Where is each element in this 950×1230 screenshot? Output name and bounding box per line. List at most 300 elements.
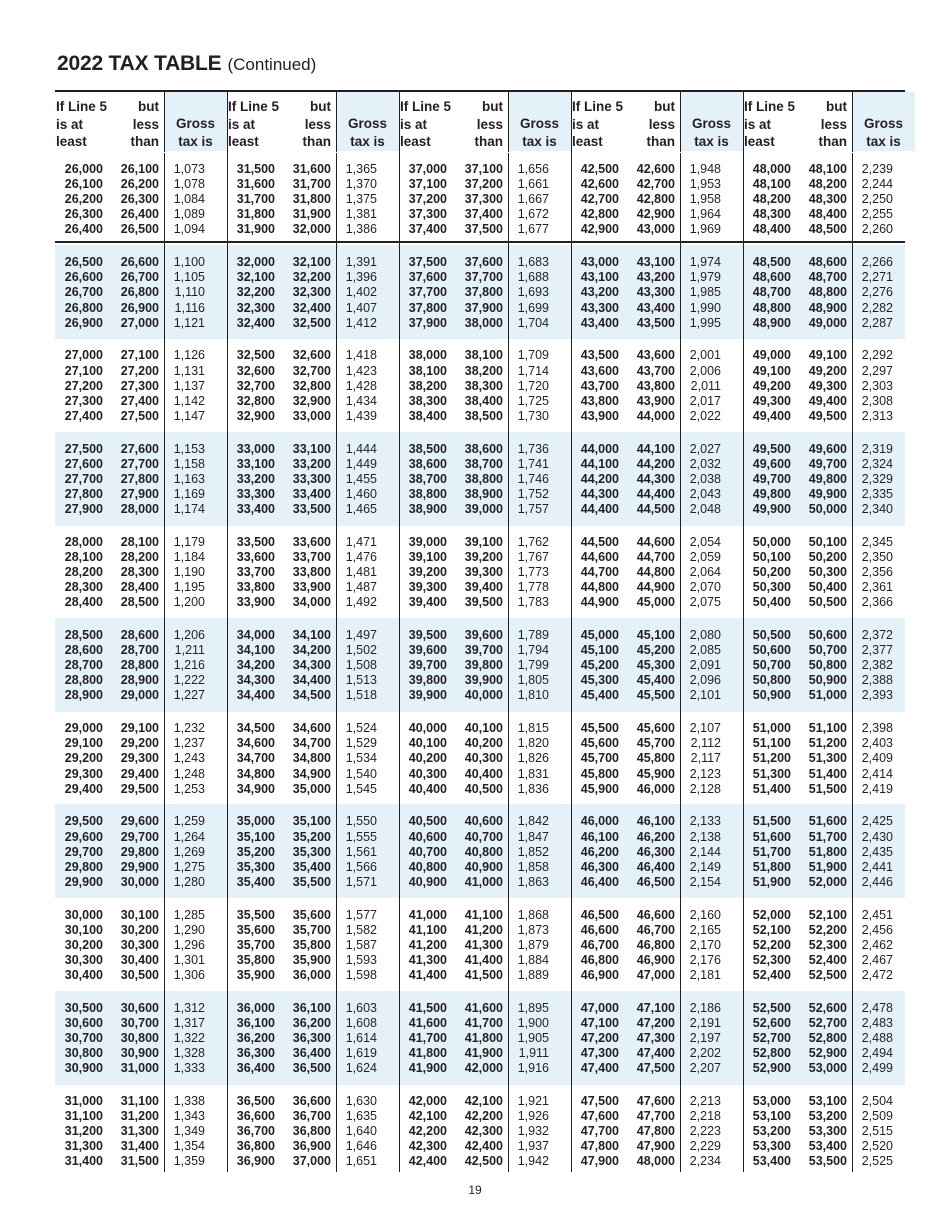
at-least-value: 50,200 — [752, 565, 791, 579]
at-least-value: 52,500 — [752, 1000, 791, 1015]
less-than-value: 45,600 — [636, 721, 675, 736]
less-than-value: 44,200 — [636, 456, 675, 471]
less-than-value: 28,500 — [120, 595, 159, 610]
gross-tax-value: 2,366 — [861, 595, 893, 610]
at-least-value: 27,600 — [64, 456, 103, 471]
less-than-value: 34,000 — [292, 595, 331, 610]
less-than-value: 29,600 — [120, 814, 159, 829]
gross-tax-value: 1,911 — [518, 1046, 549, 1061]
less-than-value: 50,000 — [808, 502, 847, 516]
less-than-value: 44,900 — [636, 580, 675, 595]
at-least-value: 48,100 — [752, 177, 791, 192]
less-than-value: 33,100 — [292, 441, 331, 456]
at-least-value: 37,400 — [408, 222, 447, 237]
gross-tax-value: 2,282 — [861, 300, 893, 315]
less-than-value: 48,000 — [636, 1154, 675, 1169]
at-least-value: 26,600 — [64, 270, 103, 285]
gross-tax-value: 1,407 — [345, 300, 377, 315]
at-least-value: 46,400 — [580, 874, 619, 889]
gross-tax-value: 1,736 — [517, 441, 549, 456]
at-least-value: 51,400 — [752, 781, 791, 796]
at-least-value: 29,800 — [64, 859, 103, 874]
at-least-value: 30,500 — [64, 1000, 103, 1015]
at-least-value: 48,200 — [752, 192, 791, 207]
gross-tax-value: 1,153 — [173, 441, 205, 456]
less-than-value: 50,300 — [808, 565, 847, 579]
less-than-value: 30,400 — [120, 952, 159, 967]
at-least-value: 29,500 — [64, 814, 103, 829]
less-than-value: 52,800 — [808, 1031, 847, 1045]
less-than-value: 40,700 — [464, 829, 503, 844]
gross-tax-value: 2,176 — [689, 952, 721, 967]
at-least-value: 53,000 — [752, 1094, 791, 1108]
gross-tax-value: 2,075 — [689, 595, 721, 610]
gross-tax-value: 1,370 — [345, 177, 377, 192]
gross-tax-value: 2,414 — [861, 766, 893, 781]
at-least-value: 37,100 — [408, 177, 447, 192]
gross-tax-value: 1,709 — [517, 348, 549, 363]
at-least-value: 27,700 — [64, 471, 103, 486]
at-least-value: 51,300 — [752, 766, 791, 781]
less-than-value: 49,200 — [808, 363, 847, 378]
gross-tax-value: 1,100 — [173, 255, 205, 270]
gross-tax-value: 1,163 — [173, 471, 205, 486]
at-least-value: 34,100 — [236, 643, 275, 658]
less-than-value: 36,800 — [292, 1124, 331, 1139]
less-than-value: 38,600 — [464, 441, 503, 456]
less-than-value: 47,800 — [636, 1124, 675, 1139]
at-least-value: 52,100 — [752, 922, 791, 937]
at-least-value: 51,900 — [752, 874, 791, 889]
at-least-value: 51,700 — [752, 844, 791, 859]
at-least-value: 53,400 — [752, 1154, 791, 1169]
at-least-value: 33,200 — [236, 471, 275, 486]
gross-tax-value: 1,529 — [345, 736, 377, 751]
gross-tax-value: 2,393 — [861, 688, 893, 703]
at-least-value: 45,200 — [580, 658, 619, 673]
at-least-value: 29,000 — [64, 721, 103, 736]
less-than-value: 45,700 — [636, 736, 675, 751]
less-than-value: 26,600 — [120, 255, 159, 270]
gross-tax-value: 2,446 — [861, 874, 893, 889]
less-than-value: 32,800 — [292, 378, 331, 393]
less-than-value: 27,200 — [120, 363, 159, 378]
at-least-value: 32,800 — [236, 393, 275, 408]
less-than-value: 40,100 — [464, 721, 503, 736]
gross-tax-value: 2,112 — [690, 736, 721, 751]
gross-tax-value: 1,577 — [345, 907, 377, 922]
at-least-value: 46,000 — [580, 814, 619, 829]
at-least-value: 43,800 — [580, 393, 619, 408]
less-than-value: 42,700 — [636, 177, 675, 192]
gross-tax-value: 1,116 — [174, 300, 205, 315]
at-least-value: 40,300 — [408, 766, 447, 781]
gross-tax-value: 2,234 — [689, 1154, 721, 1169]
at-least-value: 44,200 — [580, 471, 619, 486]
gross-tax-value: 1,667 — [517, 192, 549, 207]
at-least-value: 48,800 — [752, 300, 791, 315]
at-least-value: 41,800 — [408, 1046, 447, 1061]
gross-tax-value: 1,206 — [173, 628, 205, 642]
at-least-value: 32,900 — [236, 408, 275, 423]
gross-tax-value: 1,084 — [173, 192, 205, 207]
at-least-value: 36,200 — [236, 1031, 275, 1045]
at-least-value: 34,200 — [236, 658, 275, 673]
at-least-value: 36,800 — [236, 1139, 275, 1154]
gross-tax-value: 2,123 — [689, 766, 721, 781]
less-than-value: 38,100 — [464, 348, 503, 363]
gross-tax-value: 2,154 — [689, 874, 721, 889]
gross-tax-value: 1,545 — [345, 781, 377, 796]
header-gross-tax: Gross tax is — [347, 116, 388, 149]
less-than-value: 35,400 — [292, 859, 331, 874]
at-least-value: 36,400 — [236, 1061, 275, 1076]
at-least-value: 43,300 — [580, 300, 619, 315]
at-least-value: 49,500 — [752, 441, 791, 456]
gross-tax-value: 1,094 — [173, 222, 205, 237]
less-than-value: 37,400 — [464, 207, 503, 222]
at-least-value: 33,800 — [236, 580, 275, 595]
at-least-value: 39,200 — [408, 565, 447, 579]
at-least-value: 38,300 — [408, 393, 447, 408]
less-than-value: 39,200 — [464, 549, 503, 564]
gross-tax-value: 1,842 — [517, 814, 549, 829]
gross-tax-value: 1,582 — [345, 922, 377, 937]
gross-tax-value: 1,259 — [173, 814, 205, 829]
header-divider — [852, 92, 853, 152]
less-than-value: 32,000 — [292, 222, 331, 237]
header-if-line-at-least: If Line 5 is at least — [56, 99, 108, 149]
less-than-value: 36,700 — [292, 1109, 331, 1124]
at-least-value: 51,000 — [752, 721, 791, 736]
gross-tax-value: 1,619 — [345, 1046, 377, 1061]
less-than-value: 27,000 — [120, 315, 159, 330]
less-than-value: 27,700 — [120, 456, 159, 471]
gross-tax-value: 1,767 — [517, 549, 549, 564]
less-than-value: 45,500 — [636, 688, 675, 703]
header-divider — [164, 92, 165, 152]
at-least-value: 35,500 — [236, 907, 275, 922]
gross-tax-value: 1,275 — [173, 859, 205, 874]
gross-tax-value: 1,296 — [173, 937, 205, 952]
gross-tax-value: 1,900 — [517, 1015, 549, 1030]
less-than-value: 37,000 — [292, 1154, 331, 1169]
at-least-value: 50,500 — [752, 628, 791, 642]
less-than-value: 28,000 — [120, 502, 159, 516]
gross-tax-value: 2,499 — [861, 1061, 893, 1076]
at-least-value: 33,600 — [236, 549, 275, 564]
gross-tax-value: 2,255 — [861, 207, 893, 222]
gross-tax-value: 1,608 — [345, 1015, 377, 1030]
gross-tax-value: 2,165 — [689, 922, 721, 937]
at-least-value: 29,600 — [64, 829, 103, 844]
less-than-value: 29,700 — [120, 829, 159, 844]
less-than-value: 45,300 — [636, 658, 675, 673]
less-than-value: 37,300 — [464, 192, 503, 207]
at-least-value: 41,600 — [408, 1015, 447, 1030]
less-than-value: 50,600 — [808, 628, 847, 642]
less-than-value: 43,700 — [636, 363, 675, 378]
at-least-value: 28,200 — [64, 565, 103, 579]
at-least-value: 40,100 — [408, 736, 447, 751]
at-least-value: 41,900 — [408, 1061, 447, 1076]
less-than-value: 35,100 — [292, 814, 331, 829]
at-least-value: 27,400 — [64, 408, 103, 423]
at-least-value: 33,700 — [236, 565, 275, 579]
at-least-value: 39,300 — [408, 580, 447, 595]
gross-tax-value: 2,509 — [861, 1109, 893, 1124]
at-least-value: 35,800 — [236, 952, 275, 967]
at-least-value: 38,600 — [408, 456, 447, 471]
gross-tax-value: 1,746 — [517, 471, 549, 486]
less-than-value: 37,800 — [464, 285, 503, 300]
at-least-value: 37,900 — [408, 315, 447, 330]
page-number: 19 — [468, 1183, 482, 1197]
header-bottom-rule — [55, 241, 905, 243]
less-than-value: 45,800 — [636, 751, 675, 766]
at-least-value: 50,700 — [752, 658, 791, 673]
gross-tax-value: 1,651 — [345, 1154, 377, 1169]
less-than-value: 41,400 — [464, 952, 503, 967]
less-than-value: 38,200 — [464, 363, 503, 378]
less-than-value: 34,900 — [292, 766, 331, 781]
gross-tax-value: 1,312 — [173, 1000, 205, 1015]
gross-tax-value: 1,587 — [345, 937, 377, 952]
less-than-value: 36,300 — [292, 1031, 331, 1045]
at-least-value: 47,200 — [580, 1031, 619, 1045]
at-least-value: 48,400 — [752, 222, 791, 237]
less-than-value: 43,300 — [636, 285, 675, 300]
at-least-value: 26,900 — [64, 315, 103, 330]
gross-tax-value: 1,799 — [517, 658, 549, 673]
gross-tax-value: 1,958 — [689, 192, 721, 207]
gross-tax-value: 1,868 — [517, 907, 549, 922]
less-than-value: 43,500 — [636, 315, 675, 330]
at-least-value: 42,600 — [580, 177, 619, 192]
less-than-value: 42,500 — [464, 1154, 503, 1169]
at-least-value: 37,600 — [408, 270, 447, 285]
less-than-value: 49,900 — [808, 486, 847, 501]
less-than-value: 31,500 — [120, 1154, 159, 1169]
at-least-value: 35,100 — [236, 829, 275, 844]
less-than-value: 28,300 — [120, 565, 159, 579]
less-than-value: 42,600 — [636, 162, 675, 176]
less-than-value: 48,400 — [808, 207, 847, 222]
less-than-value: 41,100 — [464, 907, 503, 922]
gross-tax-value: 1,953 — [689, 177, 721, 192]
less-than-value: 46,400 — [636, 859, 675, 874]
at-least-value: 43,200 — [580, 285, 619, 300]
at-least-value: 37,300 — [408, 207, 447, 222]
less-than-value: 41,900 — [464, 1046, 503, 1061]
gross-tax-value: 2,149 — [689, 859, 721, 874]
gross-tax-value: 2,064 — [689, 565, 721, 579]
gross-tax-value: 1,110 — [174, 285, 205, 300]
at-least-value: 33,000 — [236, 441, 275, 456]
gross-tax-value: 1,126 — [173, 348, 205, 363]
less-than-value: 40,800 — [464, 844, 503, 859]
header-if-line-at-least: If Line 5 is at least — [228, 99, 280, 149]
less-than-value: 52,500 — [808, 968, 847, 982]
at-least-value: 29,400 — [64, 781, 103, 796]
less-than-value: 31,800 — [292, 192, 331, 207]
less-than-value: 50,800 — [808, 658, 847, 673]
gross-tax-value: 1,598 — [345, 968, 377, 982]
less-than-value: 32,600 — [292, 348, 331, 363]
less-than-value: 39,300 — [464, 565, 503, 579]
at-least-value: 45,300 — [580, 673, 619, 688]
gross-tax-value: 1,969 — [689, 222, 721, 237]
gross-tax-value: 1,762 — [517, 534, 549, 549]
gross-tax-value: 1,301 — [173, 952, 205, 967]
less-than-value: 43,100 — [636, 255, 675, 270]
less-than-value: 49,400 — [808, 393, 847, 408]
gross-tax-value: 1,852 — [517, 844, 549, 859]
at-least-value: 33,400 — [236, 502, 275, 516]
gross-tax-value: 2,319 — [861, 441, 893, 456]
less-than-value: 26,100 — [120, 162, 159, 176]
gross-tax-value: 1,895 — [517, 1000, 549, 1015]
at-least-value: 44,700 — [580, 565, 619, 579]
at-least-value: 30,000 — [64, 907, 103, 922]
gross-tax-value: 1,195 — [173, 580, 205, 595]
gross-tax-value: 2,441 — [861, 859, 893, 874]
at-least-value: 31,200 — [64, 1124, 103, 1139]
at-least-value: 31,100 — [64, 1109, 103, 1124]
at-least-value: 39,800 — [408, 673, 447, 688]
at-least-value: 35,900 — [236, 968, 275, 982]
less-than-value: 53,100 — [808, 1094, 847, 1108]
less-than-value: 32,300 — [292, 285, 331, 300]
gross-tax-value: 2,202 — [689, 1046, 721, 1061]
gross-tax-value: 1,916 — [517, 1061, 549, 1076]
at-least-value: 29,700 — [64, 844, 103, 859]
gross-tax-value: 2,059 — [689, 549, 721, 564]
gross-tax-value: 1,884 — [517, 952, 549, 967]
at-least-value: 44,800 — [580, 580, 619, 595]
less-than-value: 47,500 — [636, 1061, 675, 1076]
at-least-value: 40,900 — [408, 874, 447, 889]
at-least-value: 52,600 — [752, 1015, 791, 1030]
less-than-value: 32,700 — [292, 363, 331, 378]
at-least-value: 49,700 — [752, 471, 791, 486]
gross-tax-value: 1,948 — [689, 162, 721, 176]
at-least-value: 39,400 — [408, 595, 447, 610]
gross-tax-value: 1,147 — [173, 408, 205, 423]
gross-tax-value: 1,714 — [517, 363, 549, 378]
gross-tax-value: 2,085 — [689, 643, 721, 658]
gross-tax-value: 1,365 — [345, 162, 377, 176]
less-than-value: 35,600 — [292, 907, 331, 922]
at-least-value: 38,100 — [408, 363, 447, 378]
less-than-value: 47,400 — [636, 1046, 675, 1061]
at-least-value: 27,800 — [64, 486, 103, 501]
less-than-value: 39,900 — [464, 673, 503, 688]
at-least-value: 50,100 — [752, 549, 791, 564]
less-than-value: 30,200 — [120, 922, 159, 937]
at-least-value: 42,700 — [580, 192, 619, 207]
at-least-value: 31,600 — [236, 177, 275, 192]
gross-tax-value: 2,027 — [689, 441, 721, 456]
at-least-value: 32,600 — [236, 363, 275, 378]
less-than-value: 39,600 — [464, 628, 503, 642]
page-title — [57, 52, 316, 76]
less-than-value: 46,300 — [636, 844, 675, 859]
less-than-value: 41,800 — [464, 1031, 503, 1045]
less-than-value: 36,600 — [292, 1094, 331, 1108]
less-than-value: 51,900 — [808, 859, 847, 874]
less-than-value: 36,000 — [292, 968, 331, 982]
gross-tax-value: 1,836 — [517, 781, 549, 796]
gross-tax-value: 2,207 — [689, 1061, 721, 1076]
less-than-value: 43,400 — [636, 300, 675, 315]
at-least-value: 45,800 — [580, 766, 619, 781]
gross-tax-value: 2,191 — [689, 1015, 721, 1030]
at-least-value: 34,900 — [236, 781, 275, 796]
gross-tax-value: 1,232 — [173, 721, 205, 736]
less-than-value: 40,600 — [464, 814, 503, 829]
at-least-value: 31,700 — [236, 192, 275, 207]
gross-tax-value: 2,372 — [861, 628, 893, 642]
gross-tax-value: 1,396 — [345, 270, 377, 285]
at-least-value: 50,900 — [752, 688, 791, 703]
gross-tax-value: 2,462 — [861, 937, 893, 952]
gross-tax-value: 2,451 — [861, 907, 893, 922]
less-than-value: 53,300 — [808, 1124, 847, 1139]
less-than-value: 47,900 — [636, 1139, 675, 1154]
at-least-value: 29,900 — [64, 874, 103, 889]
gross-tax-value: 1,603 — [345, 1000, 377, 1015]
gross-tax-value: 1,174 — [173, 502, 205, 516]
less-than-value: 50,200 — [808, 549, 847, 564]
at-least-value: 28,100 — [64, 549, 103, 564]
gross-tax-value: 1,418 — [345, 348, 377, 363]
gross-tax-value: 1,926 — [517, 1109, 549, 1124]
less-than-value: 48,800 — [808, 285, 847, 300]
at-least-value: 27,200 — [64, 378, 103, 393]
less-than-value: 39,400 — [464, 580, 503, 595]
gross-tax-value: 2,138 — [689, 829, 721, 844]
at-least-value: 49,400 — [752, 408, 791, 423]
at-least-value: 33,500 — [236, 534, 275, 549]
at-least-value: 30,900 — [64, 1061, 103, 1076]
at-least-value: 51,100 — [752, 736, 791, 751]
at-least-value: 27,300 — [64, 393, 103, 408]
at-least-value: 42,100 — [408, 1109, 447, 1124]
gross-tax-value: 1,847 — [517, 829, 549, 844]
gross-tax-value: 1,169 — [173, 486, 205, 501]
gross-tax-value: 2,525 — [861, 1154, 893, 1169]
at-least-value: 30,100 — [64, 922, 103, 937]
less-than-value: 31,000 — [120, 1061, 159, 1076]
less-than-value: 30,600 — [120, 1000, 159, 1015]
less-than-value: 46,000 — [636, 781, 675, 796]
less-than-value: 49,700 — [808, 456, 847, 471]
gross-tax-value: 1,677 — [517, 222, 549, 237]
at-least-value: 34,500 — [236, 721, 275, 736]
at-least-value: 50,000 — [752, 534, 791, 549]
gross-tax-value: 1,497 — [345, 628, 377, 642]
less-than-value: 33,800 — [292, 565, 331, 579]
less-than-value: 44,400 — [636, 486, 675, 501]
gross-tax-value: 2,350 — [861, 549, 893, 564]
less-than-value: 34,600 — [292, 721, 331, 736]
header-but-less-than: but less than — [302, 99, 331, 149]
at-least-value: 37,200 — [408, 192, 447, 207]
less-than-value: 35,700 — [292, 922, 331, 937]
gross-tax-value: 2,101 — [689, 688, 721, 703]
gross-tax-value: 2,006 — [689, 363, 721, 378]
